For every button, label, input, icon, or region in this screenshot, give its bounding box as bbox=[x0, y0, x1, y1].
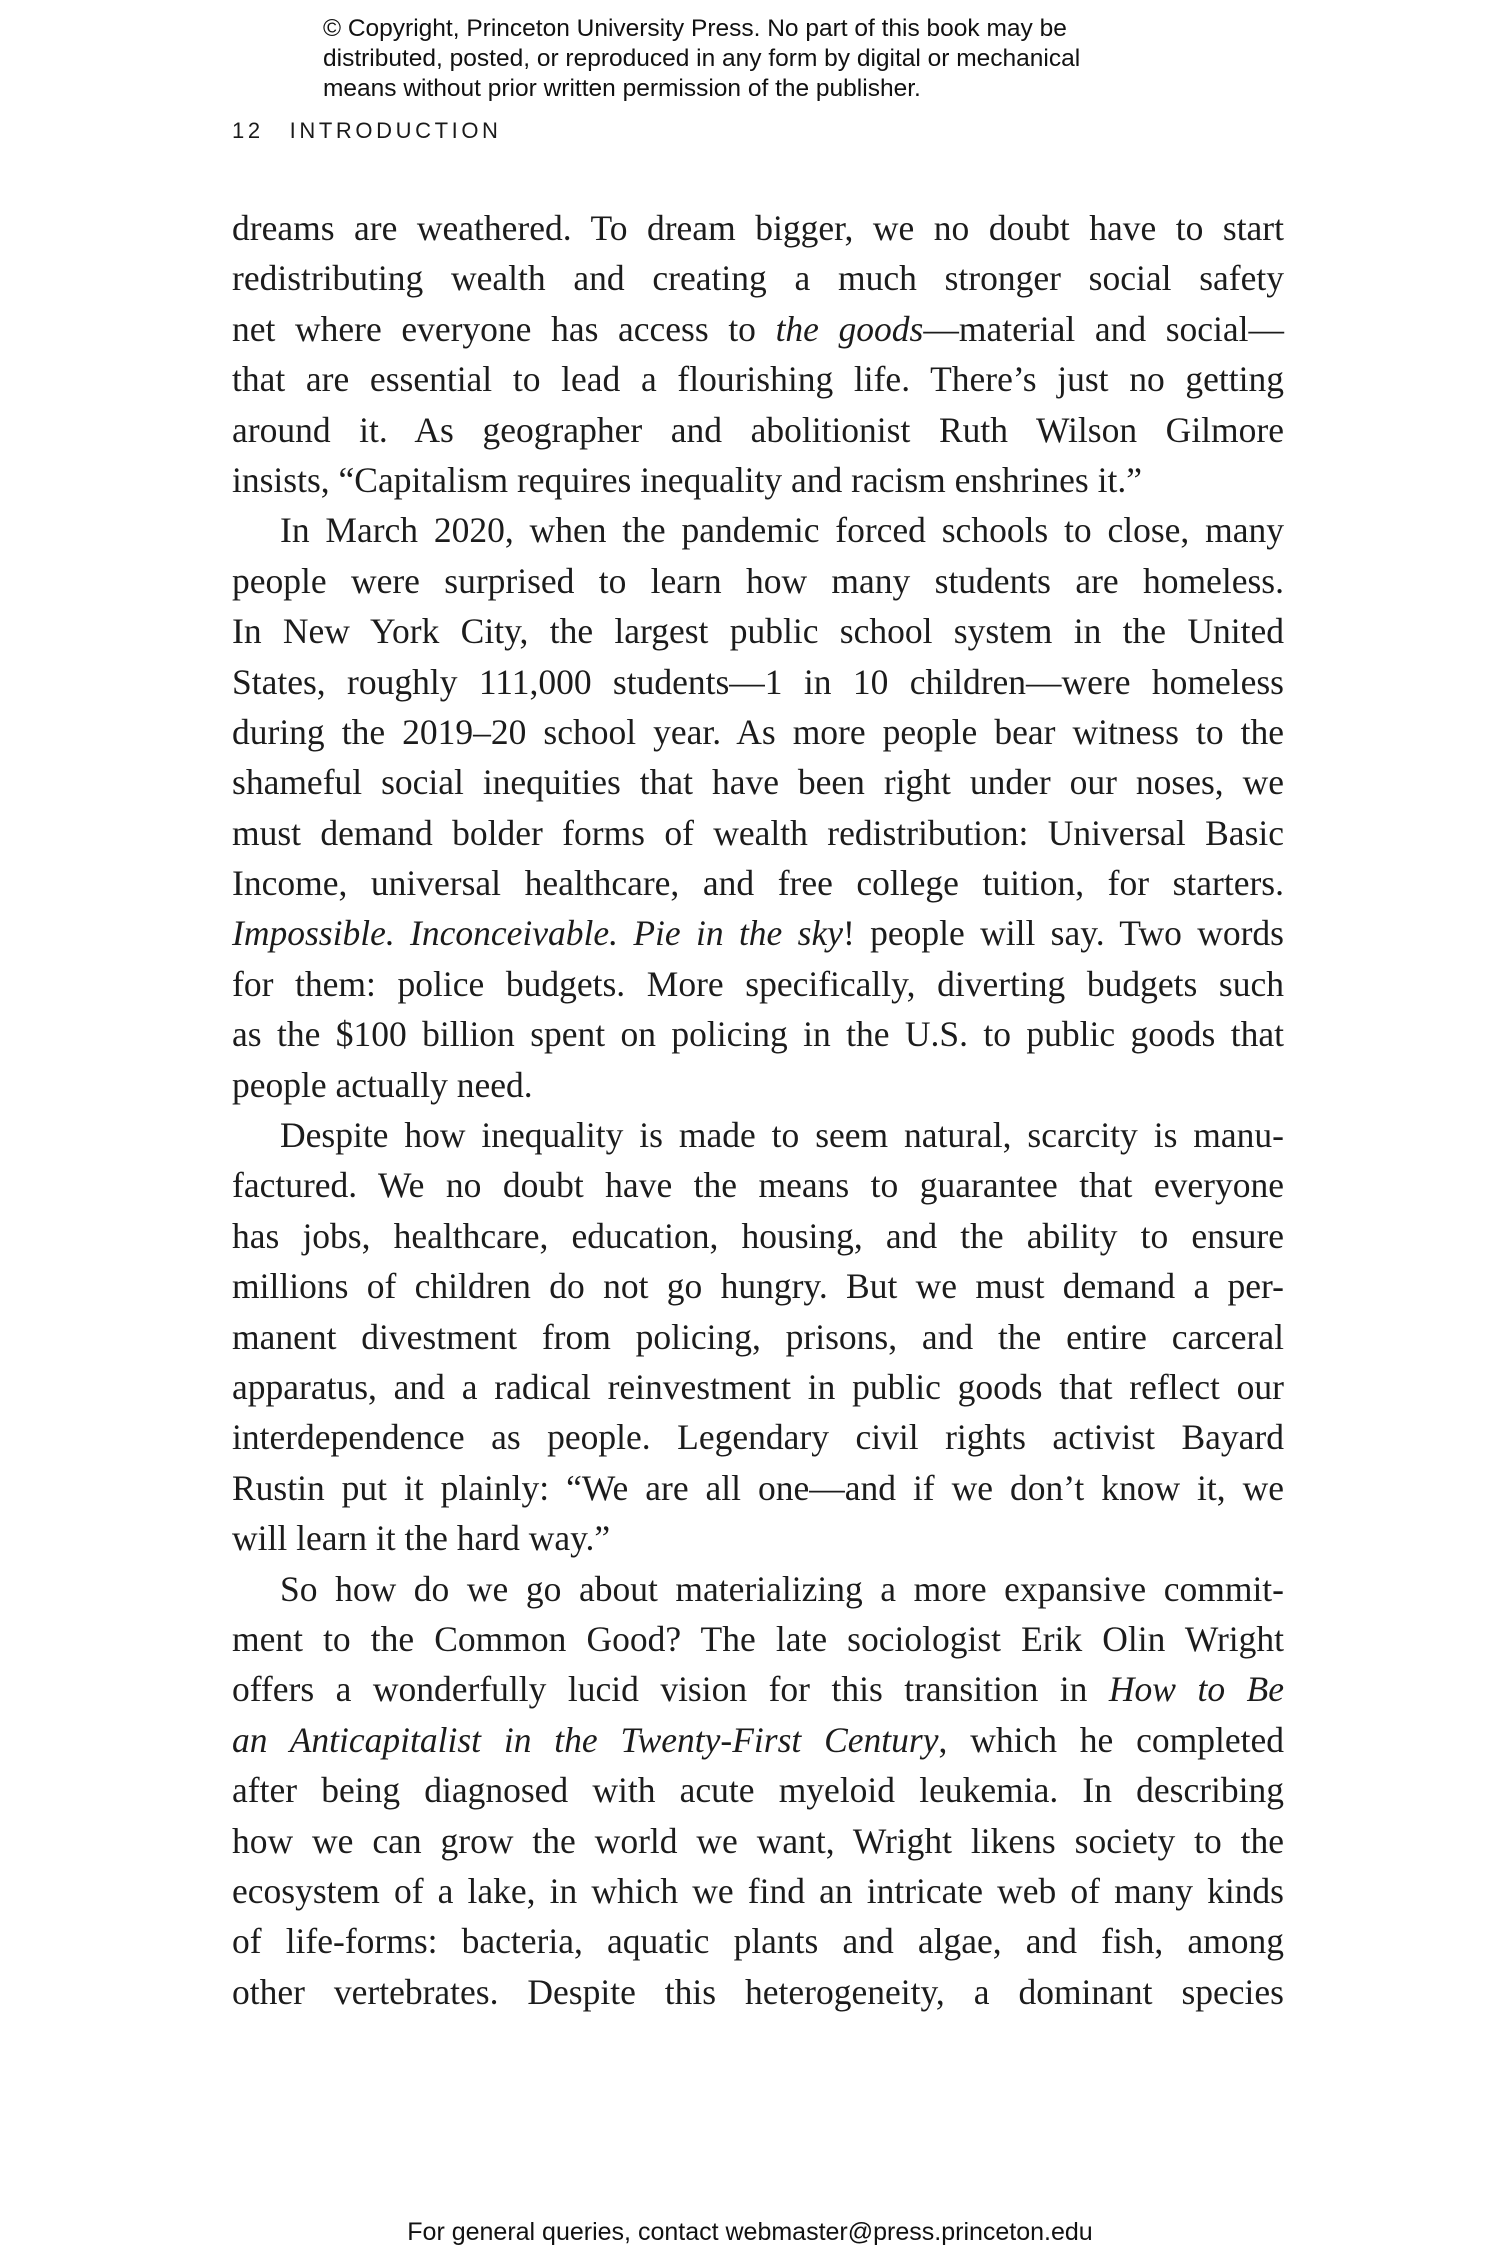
text-line bbox=[232, 253, 1284, 303]
text-line bbox=[232, 1463, 1284, 1513]
text-line bbox=[232, 455, 1284, 505]
text-line bbox=[232, 707, 1284, 757]
text-line bbox=[232, 858, 1284, 908]
text-segment: States, roughly 111,000 students—1 in 10 children—were homeless bbox=[232, 661, 1284, 702]
section-title: INTRODUCTION bbox=[289, 118, 502, 143]
text-segment: that are essential to lead a flourishing life. There’s just no getting bbox=[232, 359, 1284, 400]
page-number: 12 bbox=[232, 118, 264, 143]
text-segment: apparatus, and a radical reinvestment in public goods that reflect our bbox=[232, 1366, 1284, 1407]
italic-text: the goods bbox=[775, 308, 924, 349]
text-segment: Rustin put it plainly: “We are all one—and if we don’t know it, we bbox=[232, 1467, 1284, 1508]
italic-text: an Anticapitalist in the Twenty-First Century bbox=[232, 1719, 939, 1760]
text-segment: In New York City, the largest public school system in the United bbox=[232, 611, 1284, 652]
text-segment: interdependence as people. Legendary civil rights activist Bayard bbox=[232, 1417, 1284, 1458]
text-line bbox=[232, 1160, 1284, 1210]
text-line bbox=[232, 959, 1284, 1009]
italic-text: Impossible. Inconceivable. Pie in the sky bbox=[232, 913, 843, 954]
text-line bbox=[232, 1110, 1284, 1160]
text-line bbox=[232, 1614, 1284, 1664]
text-segment: people actually need. bbox=[232, 1064, 533, 1105]
copyright-line: © Copyright, Princeton University Press. No part of this book may be bbox=[323, 15, 1067, 42]
text-segment: must demand bolder forms of wealth redistribution: Universal Basic bbox=[232, 812, 1284, 853]
copyright-line: means without prior written permission of the publisher. bbox=[323, 75, 921, 102]
text-line bbox=[232, 1261, 1284, 1311]
text-segment: as the $100 billion spent on policing in the U.S. to public goods that bbox=[232, 1014, 1284, 1055]
text-line bbox=[232, 1816, 1284, 1866]
text-segment: , which he completed bbox=[938, 1719, 1284, 1760]
text-line bbox=[232, 757, 1284, 807]
text-line bbox=[232, 354, 1284, 404]
text-line bbox=[232, 304, 1284, 354]
text-segment: Income, universal healthcare, and free college tuition, for starters. bbox=[232, 863, 1284, 904]
text-segment: insists, “Capitalism requires inequality and racism enshrines it.” bbox=[232, 459, 1142, 500]
text-segment: of life-forms: bacteria, aquatic plants and algae, and fish, among bbox=[232, 1921, 1284, 1962]
text-segment: around it. As geographer and abolitionist Ruth Wilson Gilmore bbox=[232, 409, 1284, 450]
text-segment: manent divestment from policing, prisons, and the entire carceral bbox=[232, 1316, 1284, 1357]
text-segment: dreams are weathered. To dream bigger, we no doubt have to start bbox=[232, 208, 1284, 248]
text-line bbox=[232, 1916, 1284, 1966]
italic-text: How to Be bbox=[1108, 1669, 1284, 1710]
text-segment: ment to the Common Good? The late sociologist Erik Olin Wright bbox=[232, 1618, 1284, 1659]
text-line bbox=[232, 1967, 1284, 2017]
text-line bbox=[232, 1009, 1284, 1059]
text-line bbox=[232, 556, 1284, 606]
text-segment: during the 2019–20 school year. As more people bear witness to the bbox=[232, 711, 1284, 752]
footer-contact: For general queries, contact webmaster@press.princeton.edu bbox=[407, 2218, 1093, 2246]
text-segment: millions of children do not go hungry. But we must demand a per- bbox=[232, 1266, 1284, 1307]
copyright-line: distributed, posted, or reproduced in any form by digital or mechanical bbox=[323, 45, 1081, 72]
text-segment: net where everyone has access to bbox=[232, 308, 776, 349]
text-line bbox=[232, 1060, 1284, 1110]
text-line bbox=[232, 657, 1284, 707]
text-line bbox=[232, 606, 1284, 656]
text-line bbox=[232, 908, 1284, 958]
text-segment: people were surprised to learn how many students are homeless. bbox=[232, 560, 1284, 601]
text-line bbox=[232, 1564, 1284, 1614]
text-line bbox=[232, 203, 1284, 253]
body-text bbox=[232, 203, 1284, 2017]
text-segment: how we can grow the world we want, Wright likens society to the bbox=[232, 1820, 1284, 1861]
text-segment: offers a wonderfully lucid vision for this transition in bbox=[232, 1669, 1109, 1710]
text-segment: factured. We no doubt have the means to guarantee that everyone bbox=[232, 1165, 1284, 1206]
text-line bbox=[232, 1362, 1284, 1412]
text-line bbox=[232, 1866, 1284, 1916]
text-segment: ! people will say. Two words bbox=[842, 913, 1284, 954]
text-segment: has jobs, healthcare, education, housing, and the ability to ensure bbox=[232, 1215, 1284, 1256]
running-head bbox=[232, 118, 502, 144]
text-line bbox=[232, 505, 1284, 555]
text-line bbox=[232, 405, 1284, 455]
text-segment: So how do we go about materializing a more expansive commit- bbox=[280, 1568, 1284, 1609]
text-segment: for them: police budgets. More specifically, diverting budgets such bbox=[232, 963, 1284, 1004]
text-line bbox=[232, 1664, 1284, 1714]
text-line bbox=[232, 808, 1284, 858]
text-segment: will learn it the hard way.” bbox=[232, 1518, 611, 1559]
text-line bbox=[232, 1513, 1284, 1563]
text-segment: after being diagnosed with acute myeloid leukemia. In describing bbox=[232, 1770, 1284, 1811]
text-segment: other vertebrates. Despite this heterogeneity, a dominant species bbox=[232, 1971, 1284, 2012]
text-segment: Despite how inequality is made to seem natural, scarcity is manu- bbox=[280, 1115, 1284, 1156]
text-segment: In March 2020, when the pandemic forced schools to close, many bbox=[280, 510, 1284, 551]
text-line bbox=[232, 1715, 1284, 1765]
text-line bbox=[232, 1211, 1284, 1261]
text-segment: ecosystem of a lake, in which we find an intricate web of many kinds bbox=[232, 1870, 1284, 1911]
text-segment: —material and social— bbox=[923, 308, 1285, 349]
text-line bbox=[232, 1312, 1284, 1362]
text-segment: shameful social inequities that have been right under our noses, we bbox=[232, 762, 1284, 803]
text-segment: redistributing wealth and creating a much stronger social safety bbox=[232, 258, 1284, 299]
text-line bbox=[232, 1412, 1284, 1462]
copyright-notice bbox=[323, 14, 1203, 104]
text-line bbox=[232, 1765, 1284, 1815]
